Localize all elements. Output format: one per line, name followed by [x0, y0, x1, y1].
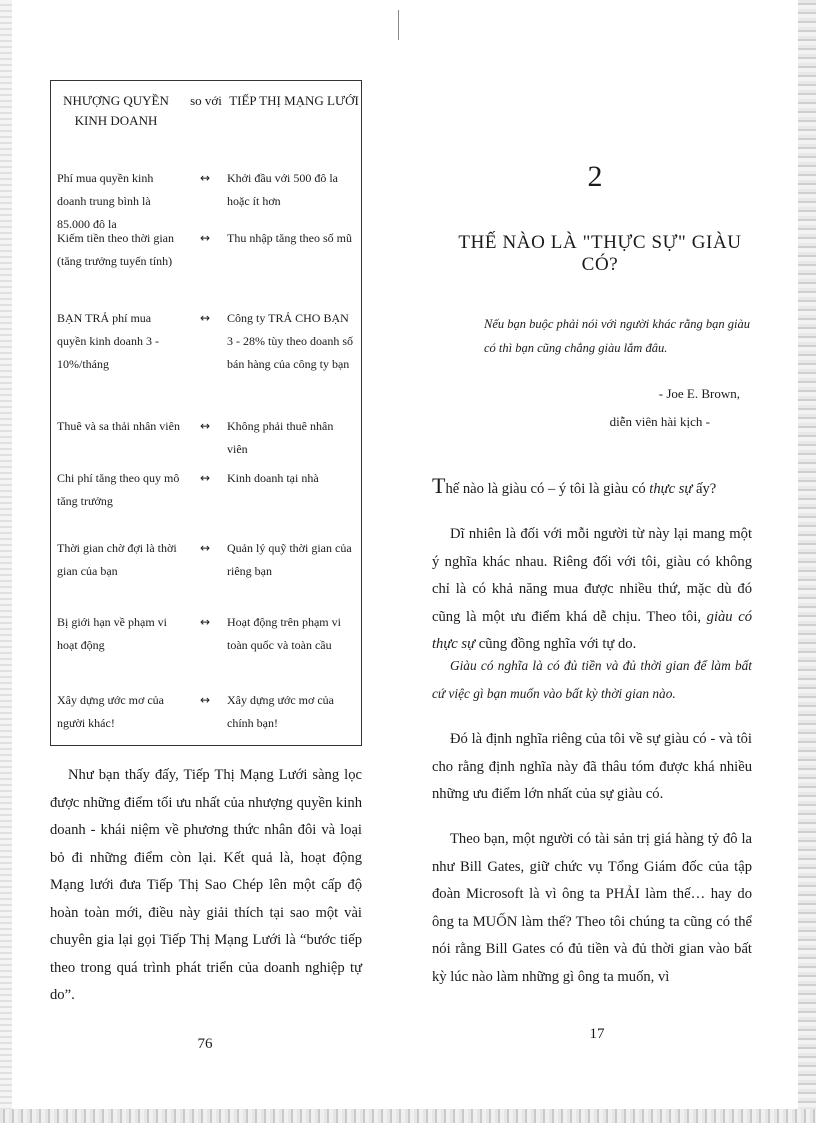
double-arrow-icon: ↔: [199, 471, 211, 485]
opening-text-end: ấy?: [692, 481, 717, 497]
header-network-marketing: TIẾP THỊ MẠNG LƯỚI: [229, 93, 359, 108]
row-franchise-cell: Kiếm tiền theo thời gian (tăng trưởng tuyến tính): [57, 231, 174, 268]
para1-text-end: cũng đồng nghĩa với tự do.: [475, 636, 637, 653]
row-network-cell: Thu nhập tăng theo số mũ: [227, 231, 352, 245]
row-franchise-cell: Xây dựng ước mơ của người khác!: [57, 693, 165, 730]
page-edge-left: [0, 0, 12, 1123]
double-arrow-icon: ↔: [199, 311, 211, 325]
row-network-cell: Khởi đầu với 500 đô la hoặc ít hơn: [227, 171, 339, 208]
para1-text: Dĩ nhiên là đối với mỗi người từ này lại mang một ý nghĩa khác nhau. Riêng đối với tôi, giàu có không chỉ là có khả năng mua được nhiều thứ, mặc dù đó cũng là một ưu điểm khá dễ chịu. Theo tôi,: [432, 526, 752, 625]
row-network-cell: Kinh doanh tại nhà: [227, 471, 319, 485]
body-paragraph-3: Đó là định nghĩa riêng của tôi về sự giàu có - và tôi cho rằng định nghĩa này đã thâu tóm được khá nhiều những ưu điểm lớn nhất của sự giàu có.: [432, 731, 752, 803]
double-arrow-icon: ↔: [199, 171, 211, 185]
chapter-title: THẾ NÀO LÀ "THỰC SỰ" GIÀU CÓ?: [458, 232, 742, 275]
opening-line: [432, 473, 752, 504]
comparison-table: [50, 80, 362, 746]
double-arrow-icon: ↔: [199, 541, 211, 555]
row-franchise-cell: Phí mua quyền kinh doanh trung bình là 85.000 đô la: [57, 171, 154, 231]
row-network-cell: Công ty TRẢ CHO BẠN 3 - 28% tùy theo doanh số bán hàng của công ty bạn: [227, 311, 353, 371]
row-network-cell: Hoạt động trên phạm vi toàn quốc và toàn cầu: [227, 615, 341, 652]
epigraph-author-role: diễn viên hài kịch -: [609, 414, 710, 429]
chapter-number: 2: [587, 160, 603, 193]
double-arrow-icon: ↔: [199, 693, 211, 707]
header-franchise: NHƯỢNG QUYỀN KINH DOANH: [63, 93, 169, 128]
row-network-cell: Quản lý quỹ thời gian của riêng bạn: [227, 541, 352, 578]
body-paragraph-4: Theo bạn, một người có tài sản trị giá hàng tỷ đô la như Bill Gates, giữ chức vụ Tổng Giám đốc của tập đoàn Microsoft là vì ông ta PHẢI làm thế… hay do ông ta MUỐN làm thế? Theo tôi chúng ta cũng có thể nói rằng Bill Gates có đủ tiền và đủ thời gian vào bất kỳ lúc nào làm những gì ông ta muốn, vì: [432, 831, 752, 985]
drop-cap: T: [432, 473, 446, 498]
row-franchise-cell: Thời gian chờ đợi là thời gian của bạn: [57, 541, 177, 578]
double-arrow-icon: ↔: [199, 419, 211, 433]
para1-emphasis: giàu có thực sự: [432, 608, 753, 653]
definition-paragraph: Giàu có nghĩa là có đủ tiền và đủ thời gian để làm bất cứ việc gì bạn muốn vào bất kỳ thời gian nào.: [432, 658, 752, 701]
epigraph-author: - Joe E. Brown,: [658, 386, 740, 401]
row-franchise-cell: Thuê và sa thải nhân viên: [57, 419, 180, 433]
row-network-cell: Xây dựng ước mơ của chính bạn!: [227, 693, 335, 730]
gutter-mark: [398, 10, 399, 40]
header-versus: so với: [190, 93, 222, 108]
row-franchise-cell: BẠN TRẢ phí mua quyền kinh doanh 3 - 10%/tháng: [57, 311, 159, 371]
double-arrow-icon: ↔: [199, 231, 211, 245]
opening-emphasis: thực sự: [649, 481, 693, 497]
epigraph-quote: Nếu bạn buộc phải nói với người khác rằng bạn giàu có thì bạn cũng chẳng giàu lắm đâu.: [484, 317, 750, 355]
double-arrow-icon: ↔: [199, 615, 211, 629]
table-header: [51, 81, 361, 161]
row-franchise-cell: Chi phí tăng theo quy mô tăng trưởng: [57, 471, 180, 508]
row-network-cell: Không phải thuê nhân viên: [227, 419, 334, 456]
page-number-right: 17: [589, 1026, 605, 1042]
row-franchise-cell: Bị giới hạn về phạm vi hoạt động: [57, 615, 167, 652]
opening-text: hế nào là giàu có – ý tôi là giàu có: [445, 481, 650, 497]
page-edge-bottom: [0, 1109, 816, 1123]
page-number-left: 76: [197, 1036, 213, 1052]
page-edge-right: [798, 0, 816, 1123]
left-body-paragraph: Như bạn thấy đấy, Tiếp Thị Mạng Lưới sàng lọc được những điểm tối ưu nhất của nhượng quyền kinh doanh - khái niệm về phương thức nhân đôi và loại bỏ đi những điểm còn lại. Kết quả là, hoạt động Mạng lưới đưa Tiếp Thị Sao Chép lên một cấp độ hoàn toàn mới, điều này giải thích tại sao một vài chuyên gia lại gọi Tiếp Thị Mạng Lưới là “bước tiếp theo trong quá trình phát triển của doanh nghiệp tự do”.: [50, 767, 362, 1003]
body-paragraph-1: [432, 521, 752, 659]
